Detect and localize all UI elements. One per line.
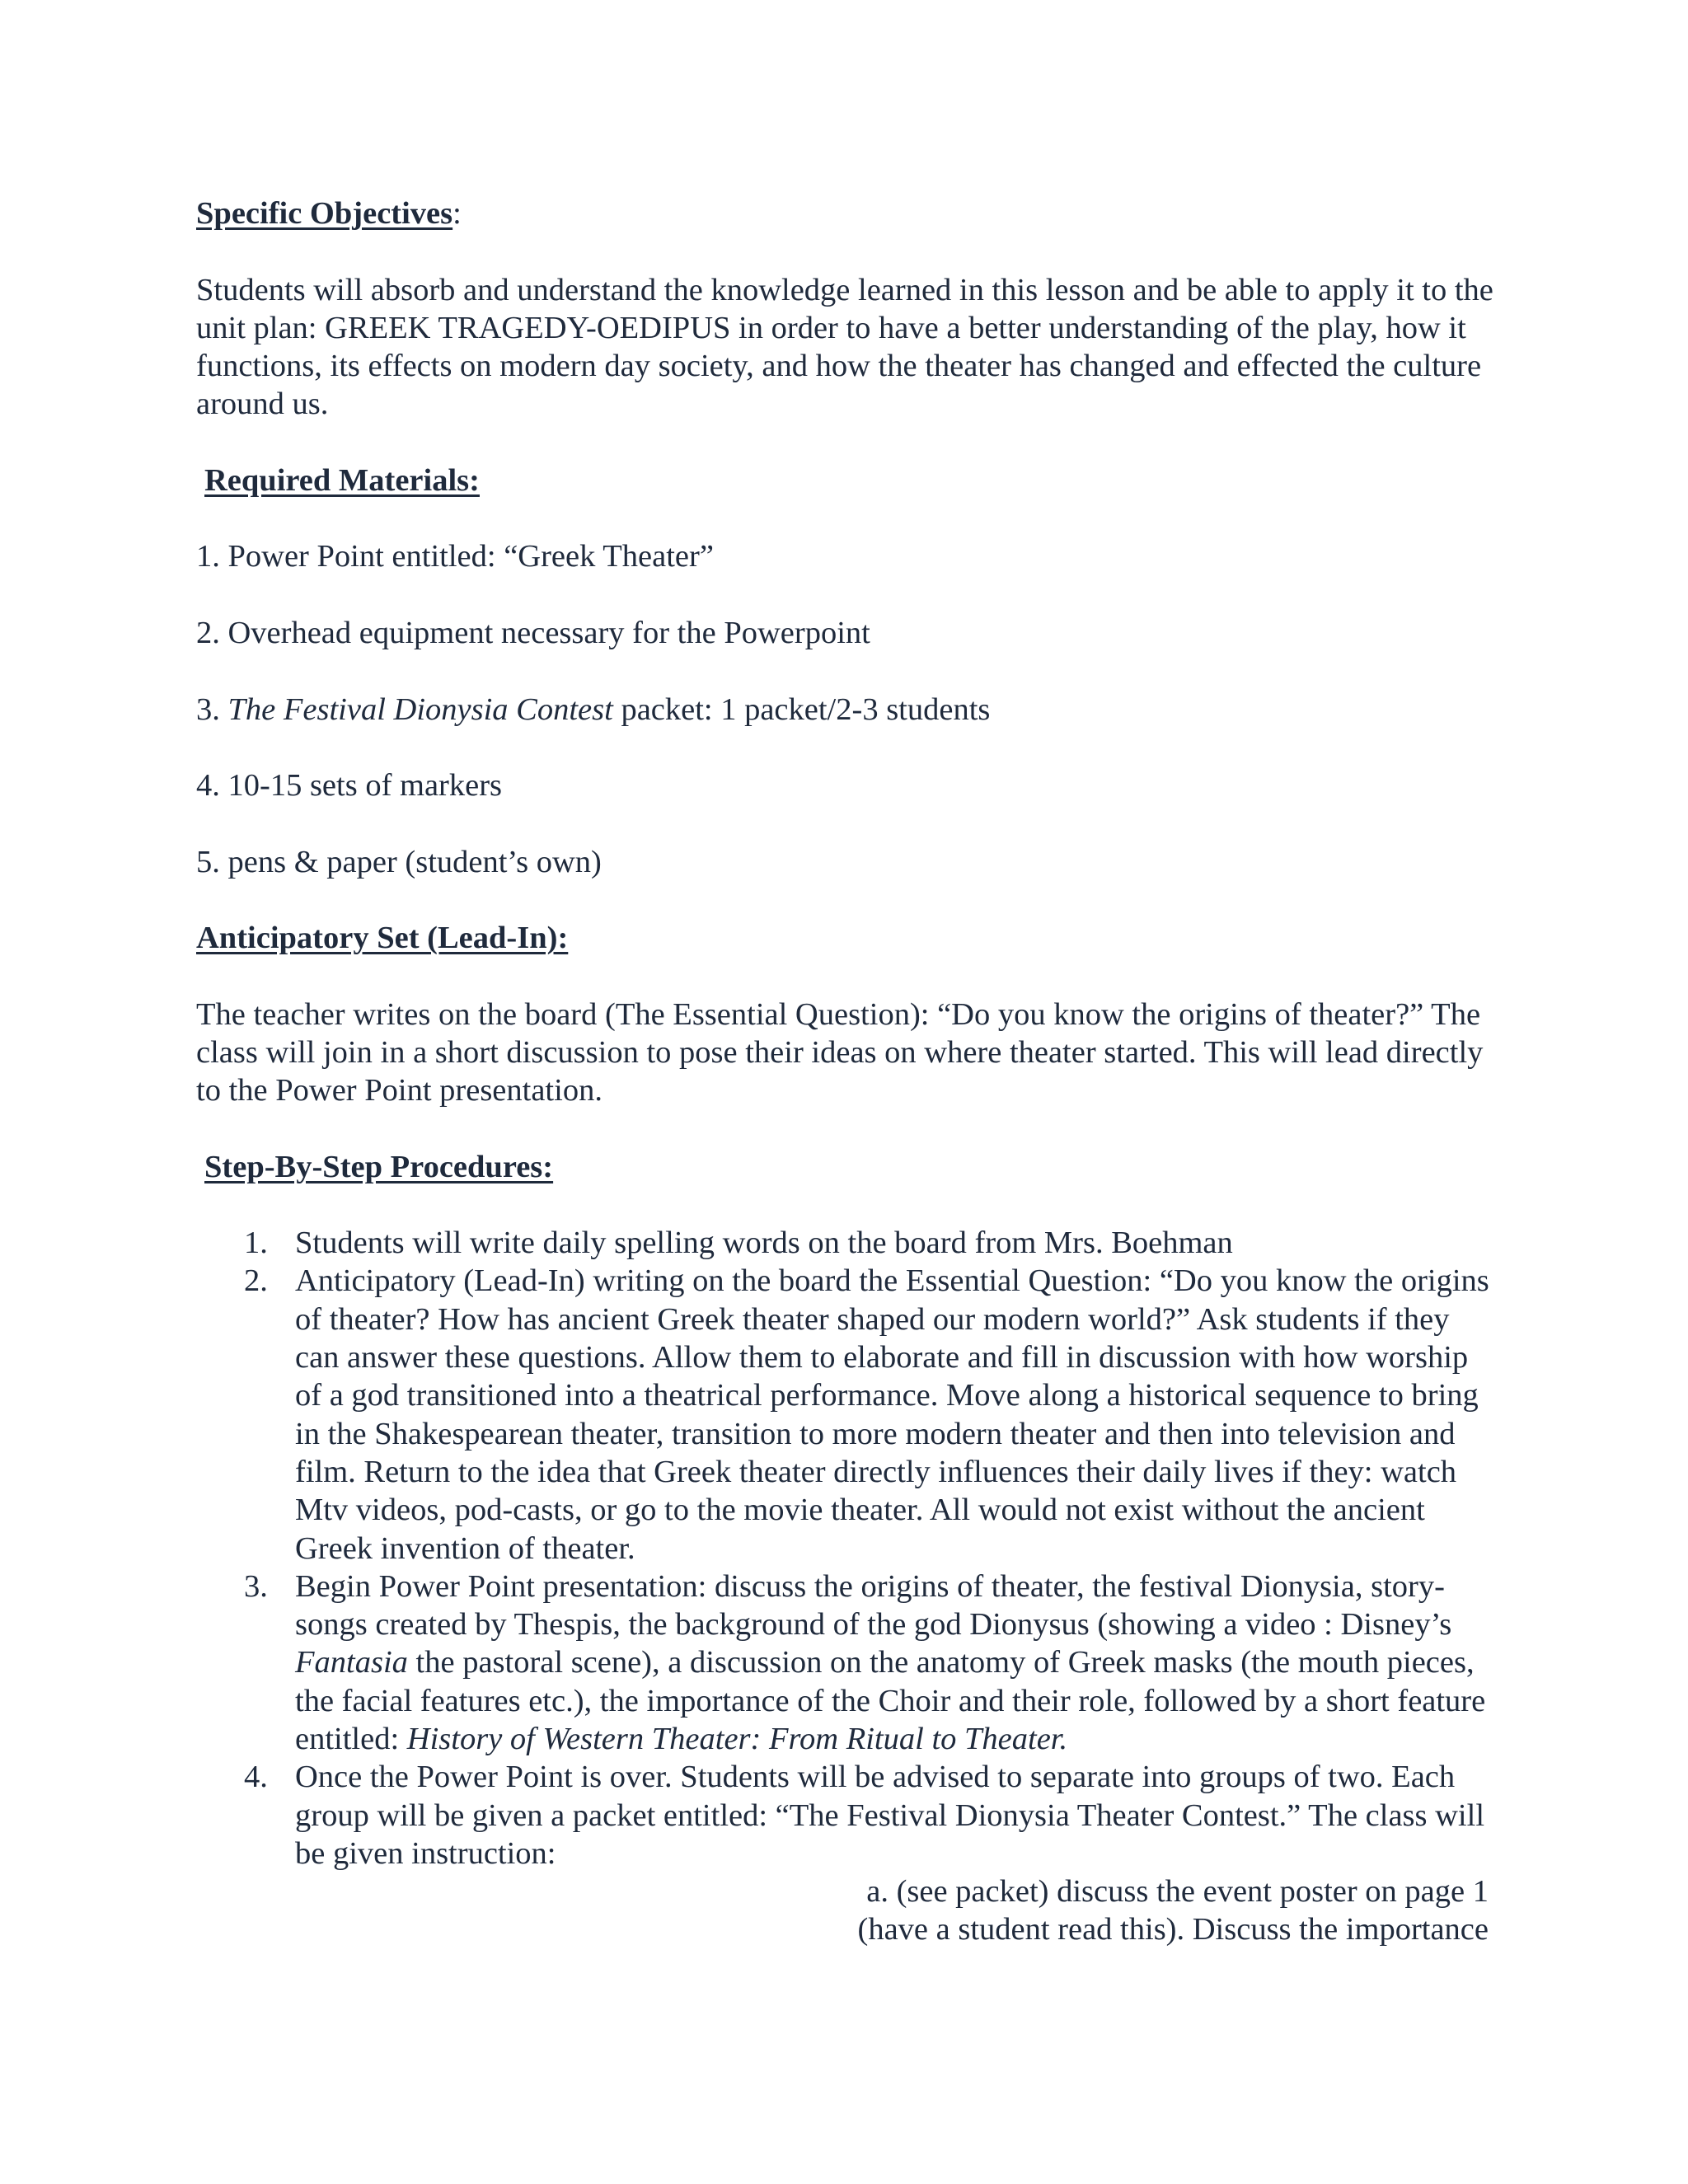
procedure-title-history: History of Western Theater: From Ritual to Theater. bbox=[406, 1721, 1068, 1756]
procedure-subitem-a bbox=[196, 1872, 1498, 1949]
anticipatory-heading: Anticipatory Set (Lead-In): bbox=[196, 921, 569, 956]
procedures-list bbox=[196, 1224, 1498, 1872]
material-item-3-prefix: 3. bbox=[196, 691, 228, 727]
procedure-item-1 bbox=[196, 1224, 1498, 1262]
material-item-4: 4. 10-15 sets of markers bbox=[196, 768, 503, 804]
material-item-3 bbox=[196, 691, 1498, 729]
objectives-heading-line bbox=[196, 194, 1498, 232]
materials-heading: Required Materials: bbox=[204, 463, 480, 499]
procedure-item-2 bbox=[196, 1262, 1498, 1567]
objectives-heading: Specific Objectives bbox=[196, 196, 453, 231]
procedure-number: 4. bbox=[244, 1760, 268, 1795]
material-item-5: 5. pens & paper (student’s own) bbox=[196, 844, 602, 879]
subitem-line-1: a. (see packet) discuss the event poster on page 1 bbox=[866, 1874, 1489, 1910]
objectives-colon: : bbox=[452, 196, 462, 231]
procedure-text-part1: Begin Power Point presentation: discuss the origins of theater, the festival Dionysia, story-songs created by Thespis, the background of the god Dionysus (showing a video : Disney’s bbox=[295, 1568, 1452, 1643]
document-page bbox=[196, 194, 1498, 1949]
subitem-line-2: (have a student read this). Discuss the importance bbox=[857, 1912, 1489, 1947]
procedure-item-4 bbox=[196, 1758, 1498, 1872]
procedure-text: Once the Power Point is over. Students will be advised to separate into groups of two. Each group will be given a packet entitled: “The Festival Dionysia Theater Contest.” The class will be given instruction: bbox=[295, 1760, 1485, 1871]
procedure-text-part2: the pastoral scene), a discussion on the anatomy of Greek masks (the mouth pieces, the facial features etc.), the importance of the Choir and their role, followed by a short feature entitled: bbox=[295, 1645, 1486, 1756]
material-item-1: 1. Power Point entitled: “Greek Theater” bbox=[196, 539, 714, 574]
procedure-number: 3. bbox=[244, 1568, 268, 1604]
material-item-3-suffix: packet: 1 packet/2-3 students bbox=[612, 691, 991, 727]
procedure-number: 1. bbox=[244, 1226, 268, 1261]
material-item-3-title: The Festival Dionysia Contest bbox=[227, 691, 613, 727]
material-item-2: 2. Overhead equipment necessary for the Powerpoint bbox=[196, 615, 870, 650]
objectives-body: Students will absorb and understand the knowledge learned in this lesson and be able to apply it to the unit plan: GREEK TRAGEDY-OEDIPUS in order to have a better understanding of the play, how it functions, its effects on modern day society, and how the theater has changed and effected the culture around us. bbox=[196, 272, 1493, 422]
procedure-number: 2. bbox=[244, 1263, 268, 1299]
procedures-heading: Step-By-Step Procedures: bbox=[204, 1149, 554, 1184]
procedure-text: Students will write daily spelling words on the board from Mrs. Boehman bbox=[295, 1226, 1233, 1261]
procedure-text: Anticipatory (Lead-In) writing on the board the Essential Question: “Do you know the origins of theater? How has ancient Greek theater shaped our modern world?” Ask students if they can answer these questions. Allow them to elaborate and fill in discussion with how worship of a god transitioned into a theatrical performance. Move along a historical sequence to bring in the Shakespearean theater, transition to more modern theater and then into television and film. Return to the idea that Greek theater directly influences their daily lives if they: watch Mtv videos, pod-casts, or go to the movie theater. All would not exist without the ancient Greek invention of theater. bbox=[295, 1263, 1489, 1566]
procedure-title-fantasia: Fantasia bbox=[295, 1645, 408, 1680]
procedure-item-3 bbox=[196, 1568, 1498, 1758]
anticipatory-body: The teacher writes on the board (The Essential Question): “Do you know the origins of theater?” The class will join in a short discussion to pose their ideas on where theater started. This will lead directly to the Power Point presentation. bbox=[196, 996, 1484, 1108]
